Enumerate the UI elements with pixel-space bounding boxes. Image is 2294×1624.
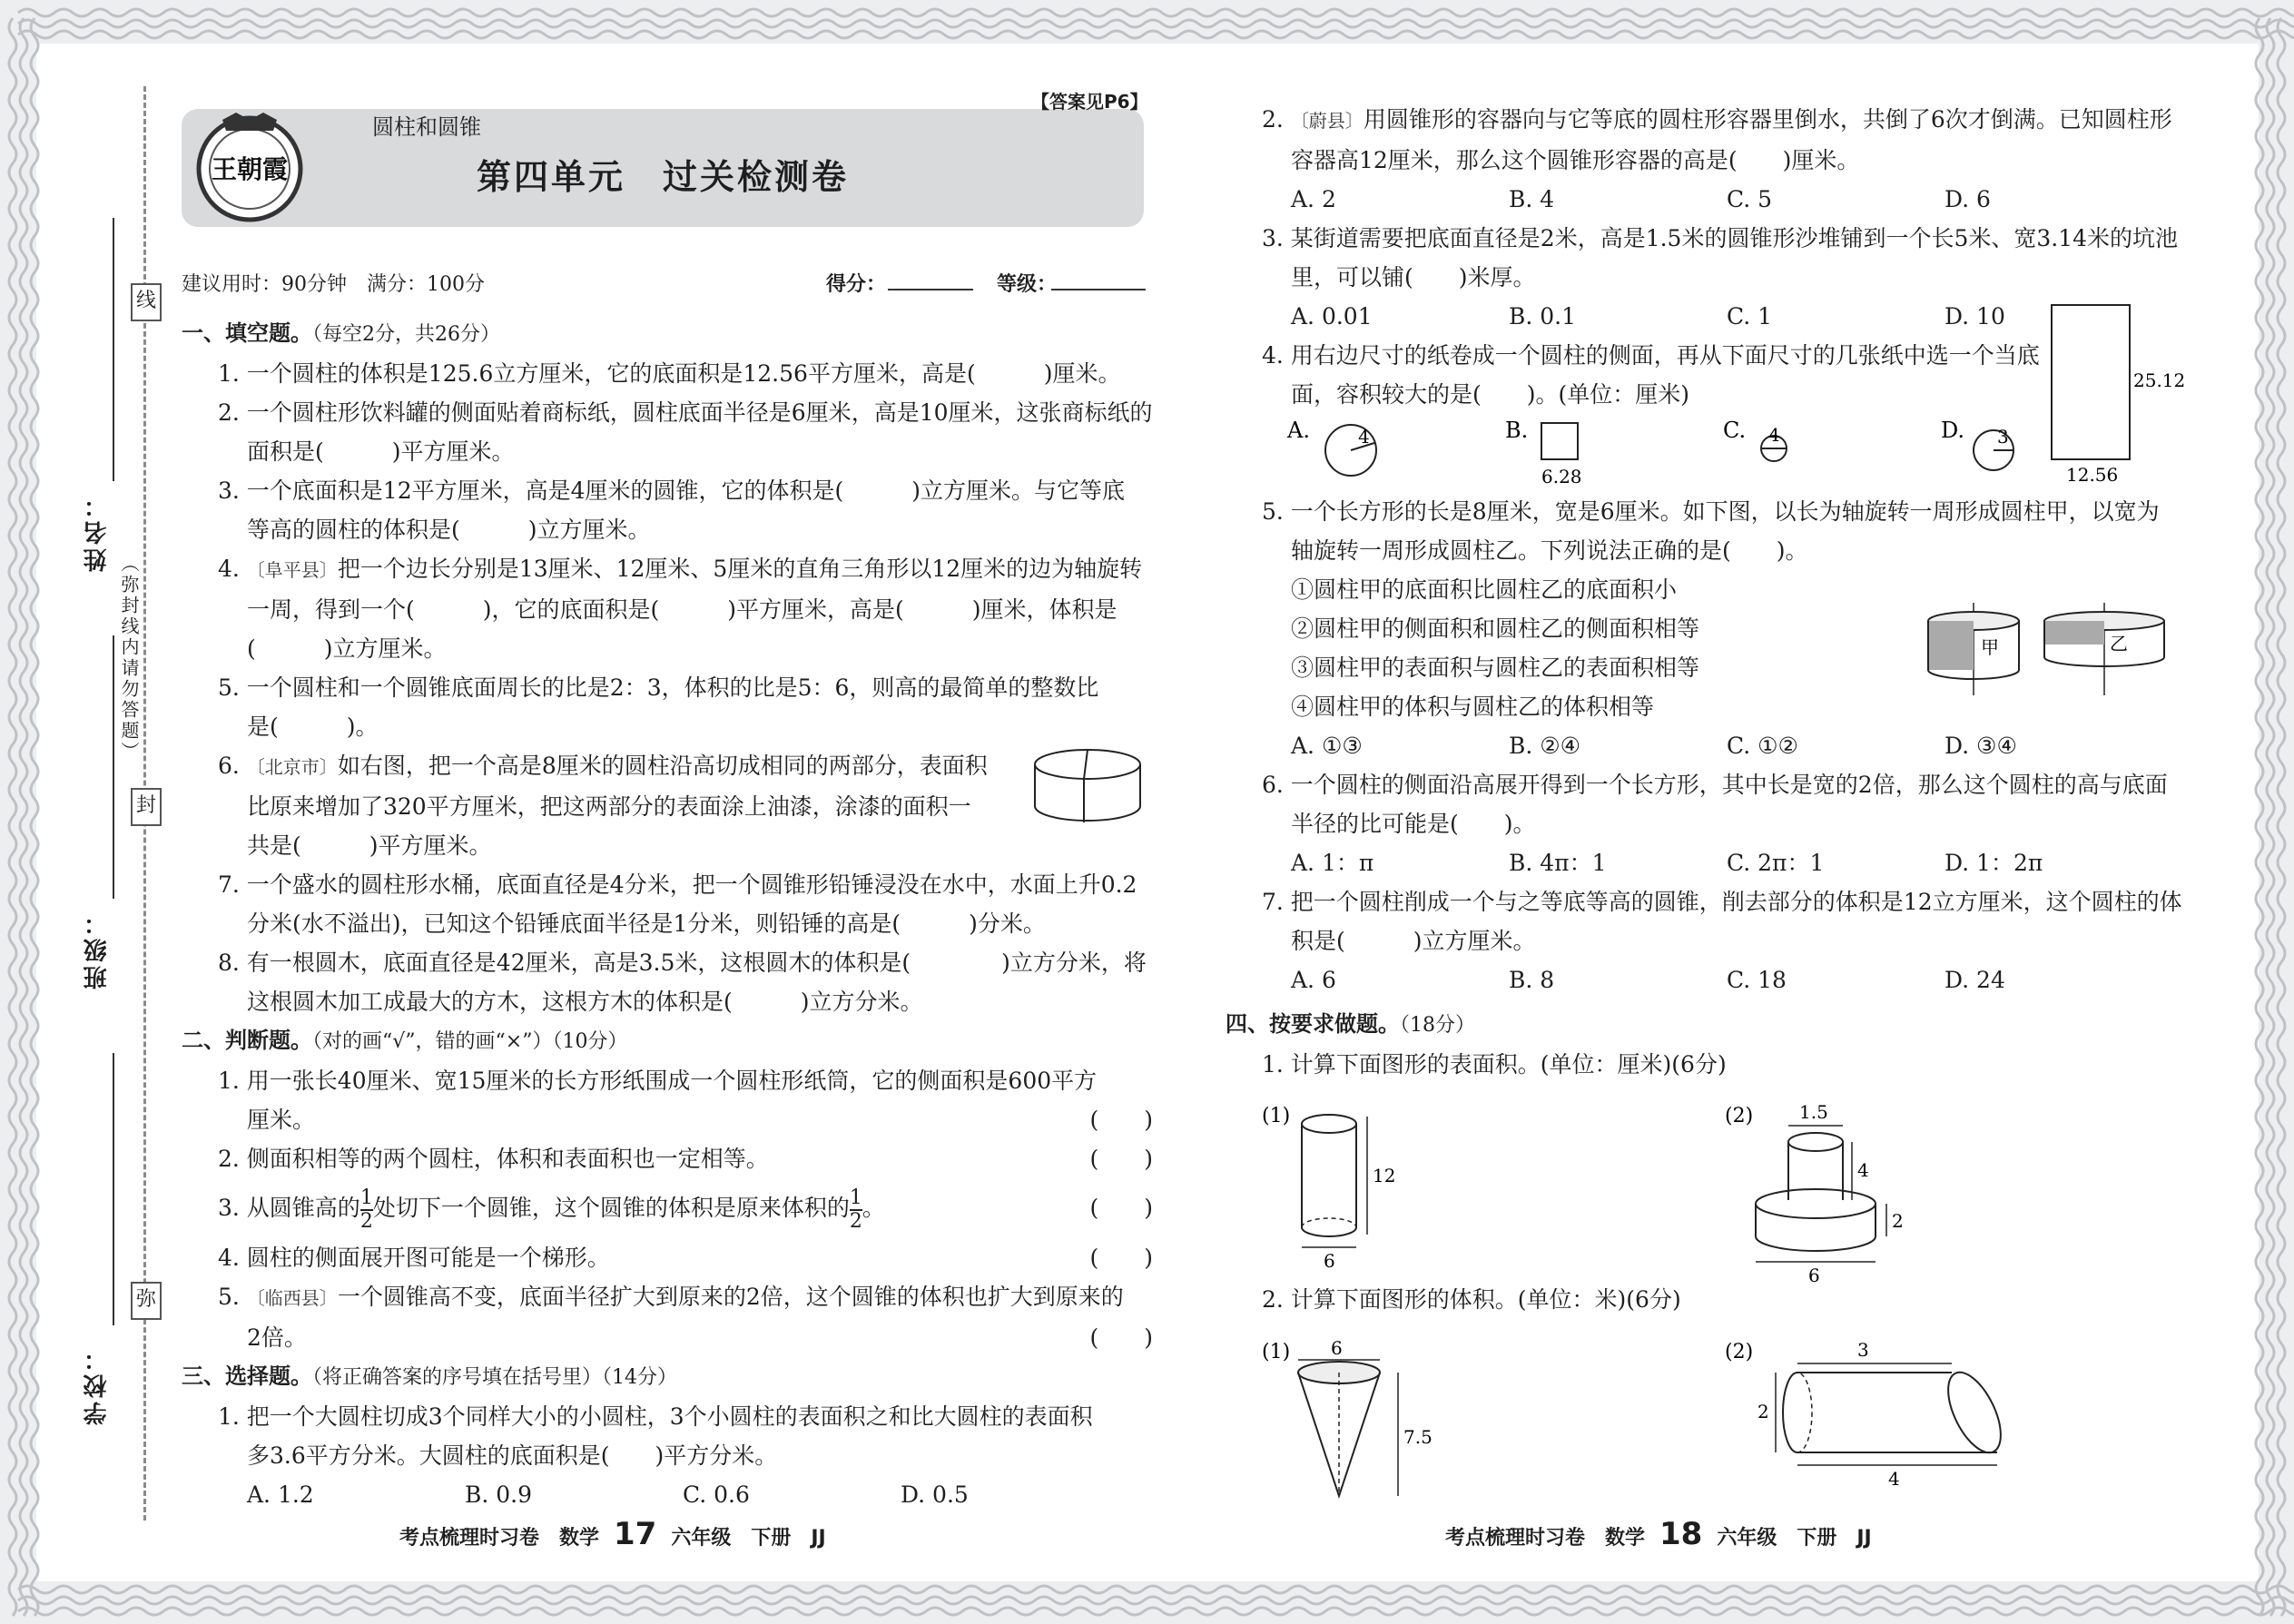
problem-2: 2. 计算下面图形的体积。(单位：米)(6分) (1262, 1286, 1681, 1313)
section-3-heading (182, 1357, 1153, 1397)
option-c[interactable]: C. 5 (1727, 186, 1773, 212)
q4-options-figure (1287, 410, 2104, 497)
score-field[interactable] (888, 289, 973, 290)
school-label: 学校： (84, 1343, 111, 1425)
option-d[interactable]: D. 1：2π (1944, 850, 2043, 876)
section-3-note: （将正确答案的序号填在括号里）（14分） (312, 1366, 677, 1389)
option-label-d: D. (1941, 418, 1965, 443)
diameter-label: 2 (1757, 1401, 1769, 1422)
section-1-heading (182, 314, 1153, 354)
judge-q4-text: 4. 圆柱的侧面展开图可能是一个梯形。 (218, 1245, 610, 1271)
problem-2-fig-2 (1725, 1334, 2088, 1489)
answer-parens[interactable]: ( ) (1089, 1324, 1153, 1351)
choice-q2-text: 用圆锥形的容器向与它等底的圆柱形容器里倒水，共倒了6次才倒满。已知圆柱形 (1363, 106, 2172, 133)
name-label: 姓名： (84, 490, 111, 572)
option-d[interactable]: D. 6 (1944, 186, 1991, 212)
option-c-diameter: 4 (1768, 424, 1780, 446)
fill-q3-line1: 3. 一个底面积是12平方厘米，高是4厘米的圆锥，它的体积是( )立方厘米。与它等底 (218, 477, 1126, 504)
cone-height-label: 7.5 (1403, 1426, 1433, 1448)
school-field[interactable] (113, 1053, 114, 1325)
judge-q5-line1: 5. 〔临西县〕一个圆锥高不变，底面半径扩大到原来的2倍，这个圆锥的体积也扩大到原来的 (218, 1284, 1124, 1310)
paper-height: 25.12 (2133, 369, 2186, 391)
option-b-side: 6.28 (1541, 466, 1582, 487)
statement-4: ④圆柱甲的体积与圆柱乙的体积相等 (1291, 694, 1655, 720)
paper-width: 12.56 (2066, 464, 2119, 486)
option-b[interactable]: B. 4 (1509, 186, 1555, 212)
option-c[interactable]: C. 0.6 (683, 1481, 750, 1508)
option-b[interactable]: B. 8 (1509, 967, 1555, 993)
seal-tag-mi: 弥 (131, 1282, 162, 1320)
top-length-label: 3 (1857, 1339, 1869, 1361)
base-diameter-label: 6 (1808, 1265, 1820, 1286)
choice-q3-line2: 里，可以铺( )米厚。 (1291, 264, 1536, 290)
source-tag: 〔阜平县〕 (246, 559, 338, 581)
source-tag: 〔蔚县〕 (1290, 110, 1364, 132)
choice-q1-line1: 1. 把一个大圆柱切成3个同样大小的小圆柱，3个小圆柱的表面积之和比大圆柱的表面积 (218, 1403, 1093, 1430)
choice-q6-line2: 半径的比可能是( )。 (1291, 811, 1536, 837)
option-d[interactable]: D. 24 (1944, 967, 2005, 993)
option-d-radius: 3 (1997, 426, 2009, 448)
grade-field[interactable] (1051, 289, 1146, 290)
option-label-c: C. (1723, 418, 1747, 443)
choice-q6-options (1226, 843, 2188, 882)
width-label: 6 (1324, 1250, 1335, 1272)
footer-right-prefix: 考点梳理时习卷 数学 (1445, 1527, 1646, 1550)
choice-q6-line1: 6. 一个圆柱的侧面沿高展开得到一个长方形，其中长是宽的2倍，那么这个圆柱的高与底面 (1262, 772, 2168, 798)
statement-1: ①圆柱甲的底面积比圆柱乙的底面积小 (1291, 576, 1678, 603)
fraction-denominator: 2 (359, 1209, 373, 1233)
seal-note: （弥封线内请勿答题） (118, 554, 140, 763)
source-tag: 〔临西县〕 (246, 1287, 338, 1309)
judge-q5-line2 (182, 1318, 1153, 1357)
judge-q3-text-a: 3. 从圆锥高的 (218, 1195, 360, 1221)
section-1-title: 一、填空题。 (182, 320, 312, 346)
fill-q2-line2: 面积是( )平方厘米。 (247, 438, 515, 465)
option-b[interactable]: B. 0.9 (465, 1481, 533, 1508)
answer-ref: 【答案见P6】 (1031, 91, 1148, 113)
option-a[interactable]: A. 1：π (1291, 850, 1374, 876)
fill-q4-line1: 4. 〔阜平县〕把一个边长分别是13厘米、12厘米、5厘米的直角三角形以12厘米的边为轴旋转 (218, 556, 1143, 582)
cone-diameter-label: 6 (1331, 1337, 1343, 1359)
fill-q5-line1: 5. 一个圆柱和一个圆锥底面周长的比是2：3，体积的比是5：6，则高的最简单的整数比 (218, 674, 1099, 701)
section-1-note: （每空2分，共26分） (312, 323, 500, 346)
choice-q2-line2: 容器高12厘米，那么这个圆锥形容器的高是( )厘米。 (1291, 147, 1860, 173)
statement-3: ③圆柱甲的表面积与圆柱乙的表面积相等 (1291, 655, 1700, 681)
section-4-note: （18分） (1400, 1014, 1475, 1037)
fill-q1: 1. 一个圆柱的体积是125.6立方厘米，它的底面积是12.56平方厘米，高是( )厘米。 (218, 360, 1121, 387)
option-a[interactable]: A. 6 (1291, 967, 1336, 993)
judge-q3-text-b: 处切下一个圆锥，这个圆锥的体积是原来体积的 (372, 1195, 850, 1221)
grade-label: 等级： (997, 273, 1058, 296)
upper-height-label: 4 (1857, 1159, 1869, 1181)
bottom-length-label: 4 (1888, 1468, 1900, 1490)
section-3-title: 三、选择题。 (182, 1363, 312, 1389)
fill-q8-line2: 这根圆木加工成最大的方木，这根方木的体积是( )立方分米。 (247, 989, 923, 1015)
footer-right (1445, 1516, 1872, 1552)
option-a[interactable]: A. ①③ (1291, 733, 1363, 759)
fill-q4-text: 把一个边长分别是13厘米、12厘米、5厘米的直角三角形以12厘米的边为轴旋转 (337, 556, 1143, 582)
page-title: 第四单元 过关检测卷 (476, 157, 849, 197)
q4-paper-figure (2043, 300, 2186, 490)
judge-q3 (182, 1178, 1153, 1238)
title-banner (182, 109, 1144, 227)
page-number-left: 17 (614, 1516, 657, 1552)
fraction-half (850, 1187, 862, 1233)
fill-q4-line3: ( )立方厘米。 (247, 635, 447, 662)
option-c[interactable]: C. ①② (1727, 733, 1798, 759)
choice-q7-line2: 积是( )立方厘米。 (1291, 928, 1536, 954)
choice-q5-options (1226, 726, 2188, 765)
time-info: 建议用时：90分钟 满分：100分 (182, 273, 485, 296)
option-d[interactable]: D. 10 (1944, 303, 2005, 330)
binding-margin (0, 0, 182, 1624)
name-field[interactable] (113, 218, 114, 481)
top-diameter-label: 1.5 (1799, 1101, 1828, 1123)
section-2-note: （对的画“√”，错的画“×”）（10分） (312, 1030, 628, 1053)
problem-1: 1. 计算下面图形的表面积。(单位：厘米)(6分) (1262, 1051, 1727, 1078)
option-a[interactable]: A. 0.01 (1291, 303, 1373, 330)
page-number-right: 18 (1659, 1516, 1703, 1552)
choice-q5-line2: 轴旋转一周形成圆柱乙。下列说法正确的是( )。 (1291, 537, 1808, 564)
source-tag: 〔北京市〕 (246, 756, 338, 778)
judge-q1-line1: 1. 用一张长40厘米、宽15厘米的长方形纸围成一个圆柱形纸筒，它的侧面积是600平方 (218, 1068, 1098, 1094)
choice-q2-line1: 2. 〔蔚县〕用圆锥形的容器向与它等底的圆柱形容器里倒水，共倒了6次才倒满。已知圆柱形 (1262, 106, 2172, 133)
fraction-numerator: 1 (849, 1186, 862, 1209)
option-label-a: A. (1287, 418, 1310, 443)
fraction-denominator: 2 (849, 1209, 862, 1233)
problem-1-fig-2 (1725, 1098, 2088, 1289)
option-d[interactable]: D. ③④ (1944, 733, 2017, 759)
choice-q3-line1: 3. 某街道需要把底面直径是2米，高是1.5米的圆锥形沙堆铺到一个长5米、宽3.14米的坑池 (1262, 225, 2179, 251)
option-b[interactable]: B. 0.1 (1509, 303, 1577, 330)
fill-q8-line1: 8. 有一根圆木，底面直径是42厘米，高是3.5米，这根圆木的体积是( )立方分米，将 (218, 950, 1147, 976)
section-2-heading (182, 1021, 1153, 1061)
section-4-heading (1226, 1005, 2188, 1045)
publisher-logo (186, 102, 313, 229)
choice-q4-line2: 面，容积较大的是( )。(单位：厘米) (1291, 381, 1690, 408)
judge-q5-text: 一个圆锥高不变，底面半径扩大到原来的2倍，这个圆锥的体积也扩大到原来的 (337, 1284, 1124, 1310)
class-field[interactable] (113, 635, 114, 899)
cylinder-jia-label: 甲 (1981, 636, 1999, 658)
footer-left-prefix: 考点梳理时习卷 数学 (399, 1527, 600, 1550)
choice-q7-line1: 7. 把一个圆柱削成一个与之等底等高的圆锥，削去部分的体积是12立方厘米，这个圆柱的体 (1262, 889, 2182, 915)
footer-left-suffix: 六年级 下册 JJ (671, 1527, 826, 1550)
option-c[interactable]: C. 1 (1727, 303, 1773, 330)
problem-1-fig-1 (1262, 1098, 1643, 1280)
fill-q6-line1: 6. 〔北京市〕如右图，把一个高是8厘米的圆柱沿高切成相同的两部分，表面积 (218, 753, 988, 779)
option-a-radius: 4 (1358, 426, 1370, 448)
answer-parens[interactable]: ( ) (1089, 1107, 1153, 1133)
judge-q1-text: 厘米。 (247, 1107, 316, 1133)
footer-right-suffix: 六年级 下册 JJ (1717, 1527, 1872, 1550)
section-4-title: 四、按要求做题。 (1226, 1011, 1400, 1037)
class-label: 班级： (84, 908, 111, 989)
section-2-title: 二、判断题。 (182, 1028, 312, 1053)
choice-q5-line1: 5. 一个长方形的长是8厘米，宽是6厘米。如下图，以长为轴旋转一周形成圆柱甲，以宽为 (1262, 498, 2160, 525)
fraction-numerator: 1 (359, 1186, 373, 1209)
fill-q3-line2: 等高的圆柱的体积是( )立方厘米。 (247, 517, 651, 543)
judge-q2 (182, 1139, 1153, 1178)
statement-2: ②圆柱甲的侧面积和圆柱乙的侧面积相等 (1291, 615, 1700, 642)
cylinder-yi-label: 乙 (2110, 633, 2128, 655)
seal-tag-xian: 线 (131, 283, 162, 321)
option-a[interactable]: A. 1.2 (247, 1481, 314, 1508)
fill-q4-line2: 一周，得到一个( )，它的底面积是( )平方厘米，高是( )厘米，体积是 (247, 596, 1117, 623)
answer-parens[interactable]: ( ) (1089, 1245, 1153, 1271)
split-cylinder-figure (1031, 746, 1144, 826)
choice-q4-line1: 4. 用右边尺寸的纸卷成一个圆柱的侧面，再从下面尺寸的几张纸中选一个当底 (1262, 342, 2040, 369)
fill-q2-line1: 2. 一个圆柱形饮料罐的侧面贴着商标纸，圆柱底面半径是6厘米，高是10厘米，这张商标纸的 (218, 399, 1153, 426)
answer-parens[interactable]: ( ) (1089, 1195, 1153, 1221)
judge-q5-text-2: 2倍。 (247, 1324, 307, 1351)
judge-q2-text: 2. 侧面积相等的两个圆柱，体积和表面积也一定相等。 (218, 1146, 769, 1172)
option-c[interactable]: C. 2π：1 (1727, 850, 1825, 876)
fill-q5-line2: 是( )。 (247, 714, 379, 740)
choice-q1-options (182, 1475, 1153, 1514)
fill-q6-line3: 共是( )平方厘米。 (247, 832, 492, 859)
fill-q7-line2: 分米(水不溢出)，已知这个铅锤底面半径是1分米，则铅锤的高是( )分米。 (247, 910, 1046, 937)
option-b[interactable]: B. 4π：1 (1509, 850, 1607, 876)
fig-label: (1) (1262, 1341, 1291, 1363)
problem-2-fig-1 (1262, 1334, 1643, 1507)
option-b[interactable]: B. ②④ (1509, 733, 1581, 759)
choice-q7-options (1226, 960, 2188, 999)
left-column (182, 314, 1153, 1514)
option-label-b: B. (1505, 418, 1529, 443)
fraction-half (360, 1187, 373, 1233)
option-a[interactable]: A. 2 (1291, 186, 1336, 212)
choice-q2-options (1226, 180, 2188, 219)
answer-parens[interactable]: ( ) (1089, 1146, 1153, 1172)
seal-tag-feng: 封 (131, 788, 162, 826)
judge-q1-line2 (182, 1100, 1153, 1139)
unit-label: 圆柱和圆锥 (372, 114, 481, 140)
option-c[interactable]: C. 18 (1727, 967, 1787, 993)
fig-label: (1) (1262, 1105, 1291, 1127)
fig-label: (2) (1725, 1105, 1754, 1127)
fill-q7-line1: 7. 一个盛水的圆柱形水桶，底面直径是4分米，把一个圆锥形铅锤浸没在水中，水面上升0.2 (218, 871, 1137, 898)
footer-left (399, 1516, 826, 1552)
lower-height-label: 2 (1892, 1210, 1904, 1232)
height-label: 12 (1373, 1165, 1396, 1186)
fig-label: (2) (1725, 1341, 1754, 1363)
choice-q1-line2: 多3.6平方分米。大圆柱的底面积是( )平方分米。 (247, 1442, 778, 1469)
logo-text: 王朝霞 (211, 154, 289, 184)
q5-cylinders-figure (1915, 599, 2170, 699)
judge-q4 (182, 1238, 1153, 1277)
option-d[interactable]: D. 0.5 (901, 1481, 969, 1508)
fill-q6-line2: 比原来增加了320平方厘米，把这两部分的表面涂上油漆，涂漆的面积一 (247, 793, 971, 820)
judge-q3-text-c: 。 (861, 1195, 885, 1221)
fill-q6-text: 如右图，把一个高是8厘米的圆柱沿高切成相同的两部分，表面积 (337, 753, 988, 779)
score-label: 得分： (826, 273, 887, 296)
